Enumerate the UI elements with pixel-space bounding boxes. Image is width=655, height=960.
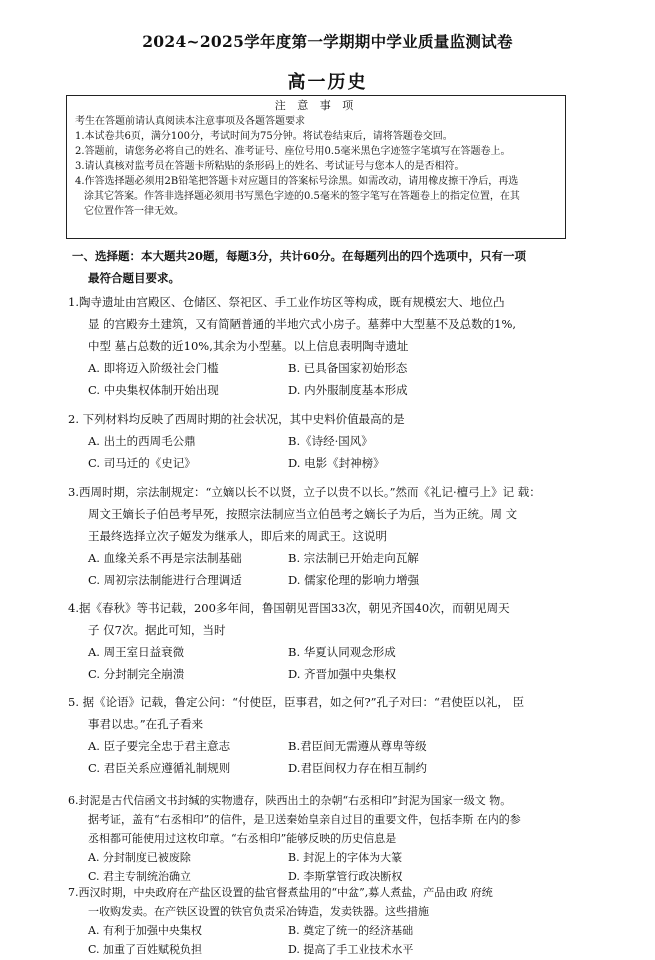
notice-item: 涂其它答案。作答非选择题必须用书写黑色字迹的0.5毫米的签字笔写在答题卷上的指定位置，在其 [84, 191, 520, 202]
stem-line: 事君以忠。”在孔子看来 [88, 717, 204, 731]
option-c[interactable]: C. 加重了百姓赋税负担 [88, 943, 203, 956]
question-options [68, 430, 568, 474]
stem-line: 中型 墓占总数的近10%,其余为小型墓。以上信息表明陶寺遗址 [88, 339, 409, 353]
option-d[interactable]: D. 电影《封神榜》 [288, 456, 385, 470]
option-a[interactable]: A. 周王室日益衰微 [88, 645, 185, 659]
question-stem [68, 883, 568, 921]
question-stem [68, 597, 568, 641]
stem-line: 周文王嫡长子伯邑考早死，按照宗法制应当立伯邑考之嫡长子为后，当为正统。周 文 [88, 507, 518, 521]
section-heading-line: 最符合题目要求。 [88, 271, 180, 285]
stem-line: 3.西周时期，宗法制规定：“立嫡以长不以贤，立子以贵不以长。”然而《礼记·檀弓上》记 载： [68, 485, 541, 499]
option-c[interactable]: C. 周初宗法制能进行合理调适 [88, 573, 242, 587]
question-2 [68, 408, 568, 474]
question-3 [68, 481, 568, 591]
question-7 [68, 883, 568, 959]
stem-line: 据考证，盖有“右丞相印”的信件，是卫送秦始皇亲自过目的重要文件，包括李斯 在内的参 [88, 813, 521, 826]
option-a[interactable]: A. 血缘关系不再是宗法制基础 [88, 551, 242, 565]
question-1 [68, 291, 568, 401]
question-6 [68, 791, 568, 886]
question-stem [68, 691, 568, 735]
stem-line: 显 的宫殿夯土建筑，又有简陋普通的半地穴式小房子。墓葬中大型墓不及总数的1%, [88, 317, 517, 331]
stem-line: 4.据《春秋》等书记载，200多年间，鲁国朝见晋国33次，朝见齐国40次，而朝见周天 [68, 601, 510, 615]
stem-line: 7.西汉时期，中央政府在产盐区设置的盐官督煮盐用的“中盆”,募人煮盐，产品由政 府统 [68, 886, 493, 899]
section-heading-line: 一、选择题：本大题共20题，每题3分，共计60分。在每题列出的四个选项中，只有一项 [72, 249, 527, 263]
option-d[interactable]: D. 内外服制度基本形成 [288, 383, 408, 397]
question-5 [68, 691, 568, 779]
stem-line: 6.封泥是古代信函文书封缄的实物遗存，陕西出土的杂朝“右丞相印”封泥为国家一级文 物。 [68, 794, 512, 807]
notice-item: 4.作答选择题必须用2B铅笔把答题卡对应题目的答案标号涂黑。如需改动，请用橡皮擦干净后，再选 [75, 176, 519, 187]
option-b[interactable]: B.君臣间无需遵从尊卑等级 [288, 739, 427, 753]
option-c[interactable]: C. 中央集权体制开始出现 [88, 383, 219, 397]
option-a[interactable]: A. 即将迈入阶级社会门槛 [88, 361, 219, 375]
question-stem [68, 791, 568, 848]
question-stem [68, 481, 568, 547]
option-c[interactable]: C. 君臣关系应遵循礼制规则 [88, 761, 231, 775]
question-options [68, 735, 568, 779]
option-d[interactable]: D. 儒家伦理的影响力增强 [288, 573, 420, 587]
option-d[interactable]: D. 齐晋加强中央集权 [288, 667, 397, 681]
question-options [68, 547, 568, 591]
option-d[interactable]: D.君臣间权力存在相互制约 [288, 761, 427, 775]
option-a[interactable]: A. 臣子要完全忠于君主意志 [88, 739, 231, 753]
stem-line: 一收购发卖。在产铁区设置的铁官负责采冶铸造，发卖铁器。这些措施 [88, 905, 429, 918]
option-a[interactable]: A. 分封制度已被废除 [88, 851, 191, 864]
notice-item: 2.答题前，请您务必将自己的姓名、准考证号、座位号用0.5毫米黑色字迹签字笔填写在答题卷上。 [75, 146, 511, 157]
notice-item: 1.本试卷共6页，满分100分，考试时间为75分钟。将试卷结束后，请将答题卷交回。 [75, 131, 453, 142]
question-options [68, 641, 568, 685]
option-b[interactable]: B. 华夏认同观念形成 [288, 645, 396, 659]
option-c[interactable]: C. 君主专制统治确立 [88, 870, 192, 883]
option-d[interactable]: D. 李斯掌管行政决断权 [288, 870, 403, 883]
option-b[interactable]: B. 封泥上的字体为大篆 [288, 851, 403, 864]
notice-box [66, 95, 566, 239]
stem-line: 5. 据《论语》记载，鲁定公问：“付使臣，臣事君，如之何?”孔子对曰：“君使臣以礼， 臣 [68, 695, 525, 709]
stem-line: 子 仅7次。据此可知，当时 [88, 623, 226, 637]
notice-item: 它位置作答一律无效。 [84, 206, 184, 217]
option-d[interactable]: D. 提高了手工业技术水平 [288, 943, 414, 956]
option-a[interactable]: A. 出土的西周毛公鼎 [88, 434, 196, 448]
option-b[interactable]: B. 奠定了统一的经济基础 [288, 924, 414, 937]
option-c[interactable]: C. 司马迁的《史记》 [88, 456, 196, 470]
question-stem: 2. 下列材料均反映了西周时期的社会状况，其中史料价值最高的是 [68, 412, 405, 426]
option-b[interactable]: B. 已具备国家初始形态 [288, 361, 408, 375]
question-4 [68, 597, 568, 685]
stem-line: 丞相都可能使用过这枚印章。“右丞相印”能够反映的历史信息是 [88, 832, 397, 845]
option-c[interactable]: C. 分封制完全崩溃 [88, 667, 185, 681]
option-b[interactable]: B. 宗法制已开始走向瓦解 [288, 551, 419, 565]
section-heading [72, 245, 572, 289]
notice-item: 3.请认真核对监考员在答题卡所粘贴的条形码上的姓名、考试证号与您本人的是否相符。 [75, 161, 465, 172]
stem-line: 1.陶寺遗址由宫殿区、仓储区、祭祀区、手工业作坊区等构成，既有规模宏大、地位凸 [68, 295, 505, 309]
question-options [68, 848, 568, 886]
stem-line: 王最终选择立次子姬发为继承人，即后来的周武王。这说明 [88, 529, 387, 543]
notice-intro: 考生在答题前请认真阅读本注意事项及各题答题要求 [75, 116, 305, 127]
question-stem [68, 291, 568, 357]
notice-heading: 注 意 事 项 [274, 99, 358, 112]
question-options [68, 357, 568, 401]
option-a[interactable]: A. 有利于加强中央集权 [88, 924, 202, 937]
exam-title: 2024~2025学年度第一学期期中学业质量监测试卷 [142, 32, 513, 51]
question-options [68, 921, 568, 959]
exam-subtitle: 高一历史 [287, 72, 368, 93]
option-b[interactable]: B.《诗经·国风》 [288, 434, 373, 448]
